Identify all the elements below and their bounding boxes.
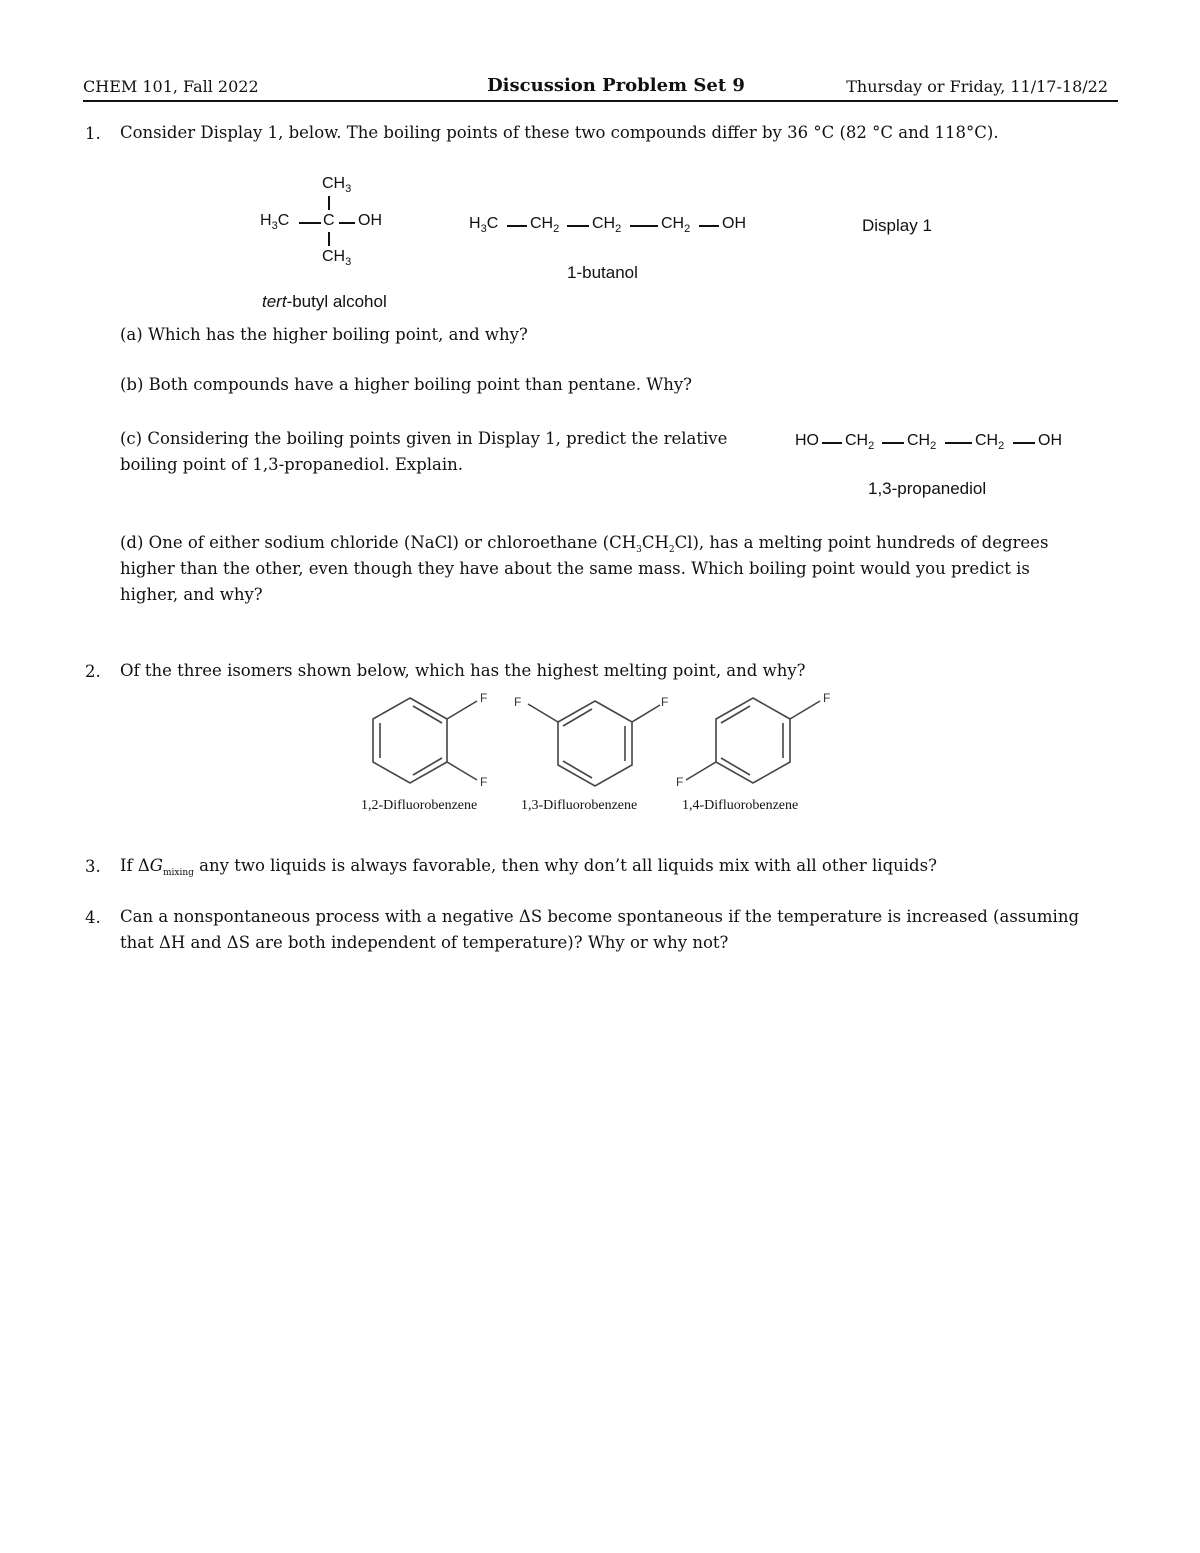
page-title: Discussion Problem Set 9 (487, 75, 745, 96)
pd-bond-2 (882, 442, 904, 444)
f-1a: F (480, 691, 488, 705)
pd-bond-3 (945, 442, 972, 444)
q1d-line1: (d) One of either sodium chloride (NaCl) or chloroethane $(CH_3CH_2Cl)$, has a melting point hundreds of degrees (120, 533, 1049, 555)
bond-1 (507, 225, 527, 227)
chem-ch2-a: $CH_2$ (530, 215, 560, 235)
pd-ch2-b: $CH_2$ (907, 432, 937, 452)
q3-number: 3. (85, 857, 101, 876)
isomer-label-2: 1,3-Difluorobenzene (521, 798, 638, 813)
bond-left (299, 222, 321, 224)
q2-number: 2. (85, 662, 101, 681)
f-1b: F (480, 775, 488, 789)
q1-text: Consider Display 1, below. The boiling points of these two compounds differ by 36 °C (82 °C and 118°C). (120, 123, 999, 142)
pd-bond-1 (822, 442, 842, 444)
chem-ch2-b: $CH_2$ (592, 215, 622, 235)
bond-bottom (328, 232, 330, 246)
chem-ch3-top: $CH_3$ (322, 175, 352, 195)
q1-number: 1. (85, 124, 101, 143)
q2-text: Of the three isomers shown below, which has the highest melting point, and why? (120, 661, 806, 680)
f-2b: F (661, 695, 669, 709)
bond-right (339, 222, 355, 224)
q1a-text: (a) Which has the higher boiling point, and why? (120, 325, 528, 344)
pd-ch2-a: $CH_2$ (845, 432, 875, 452)
chem-ch2-c: $CH_2$ (661, 215, 691, 235)
q1d-line3: higher, and why? (120, 585, 263, 604)
bond-2 (567, 225, 589, 227)
course-label: CHEM 101, Fall 2022 (83, 77, 259, 96)
isomer-label-1: 1,2-Difluorobenzene (361, 798, 478, 813)
tert-butyl-label: tert-butyl alcohol (262, 292, 387, 311)
q4-line2: that ΔH and ΔS are both independent of temperature)? Why or why not? (120, 933, 729, 952)
chem-ho: HO (795, 432, 819, 449)
q1c-line2: boiling point of 1,3-propanediol. Explain. (120, 455, 464, 474)
chem-c-center: C (323, 212, 335, 229)
date-label: Thursday or Friday, 11/17-18/22 (846, 77, 1108, 96)
isomer-label-3: 1,4-Difluorobenzene (682, 798, 799, 813)
q4-line1: Can a nonspontaneous process with a negative ΔS become spontaneous if the temperature is increased (assuming (120, 907, 1080, 926)
header-rule (83, 100, 1118, 102)
chem-oh: OH (358, 212, 382, 229)
chem-h3c: $H_3C$ (260, 212, 290, 232)
f-2a: F (514, 695, 522, 709)
q1d-line2: higher than the other, even though they have about the same mass. Which boiling point would you predict is (120, 559, 1030, 578)
q4-number: 4. (85, 908, 101, 927)
f-3b: F (676, 775, 684, 789)
q1c-line1: (c) Considering the boiling points given in Display 1, predict the relative (120, 429, 728, 448)
chem-ch3-bottom: $CH_3$ (322, 248, 352, 268)
q3-text: If $\Delta G_{mixing}$ any two liquids is always favorable, then why don’t all liquids mix with all other liquids? (120, 856, 937, 878)
bond-top (328, 196, 330, 210)
butanol-label: 1-butanol (567, 263, 638, 282)
propanediol-label: 1,3-propanediol (868, 479, 987, 498)
pd-oh: OH (1038, 432, 1062, 449)
f-3a: F (823, 691, 831, 705)
chem-oh-butanol: OH (722, 215, 746, 232)
q1b-text: (b) Both compounds have a higher boiling point than pentane. Why? (120, 375, 693, 394)
bond-3 (630, 225, 658, 227)
pd-bond-4 (1013, 442, 1035, 444)
display-1-label: Display 1 (862, 216, 932, 235)
bond-4 (699, 225, 719, 227)
chem-h3c-butanol: $H_3C$ (469, 215, 499, 235)
pd-ch2-c: $CH_2$ (975, 432, 1005, 452)
